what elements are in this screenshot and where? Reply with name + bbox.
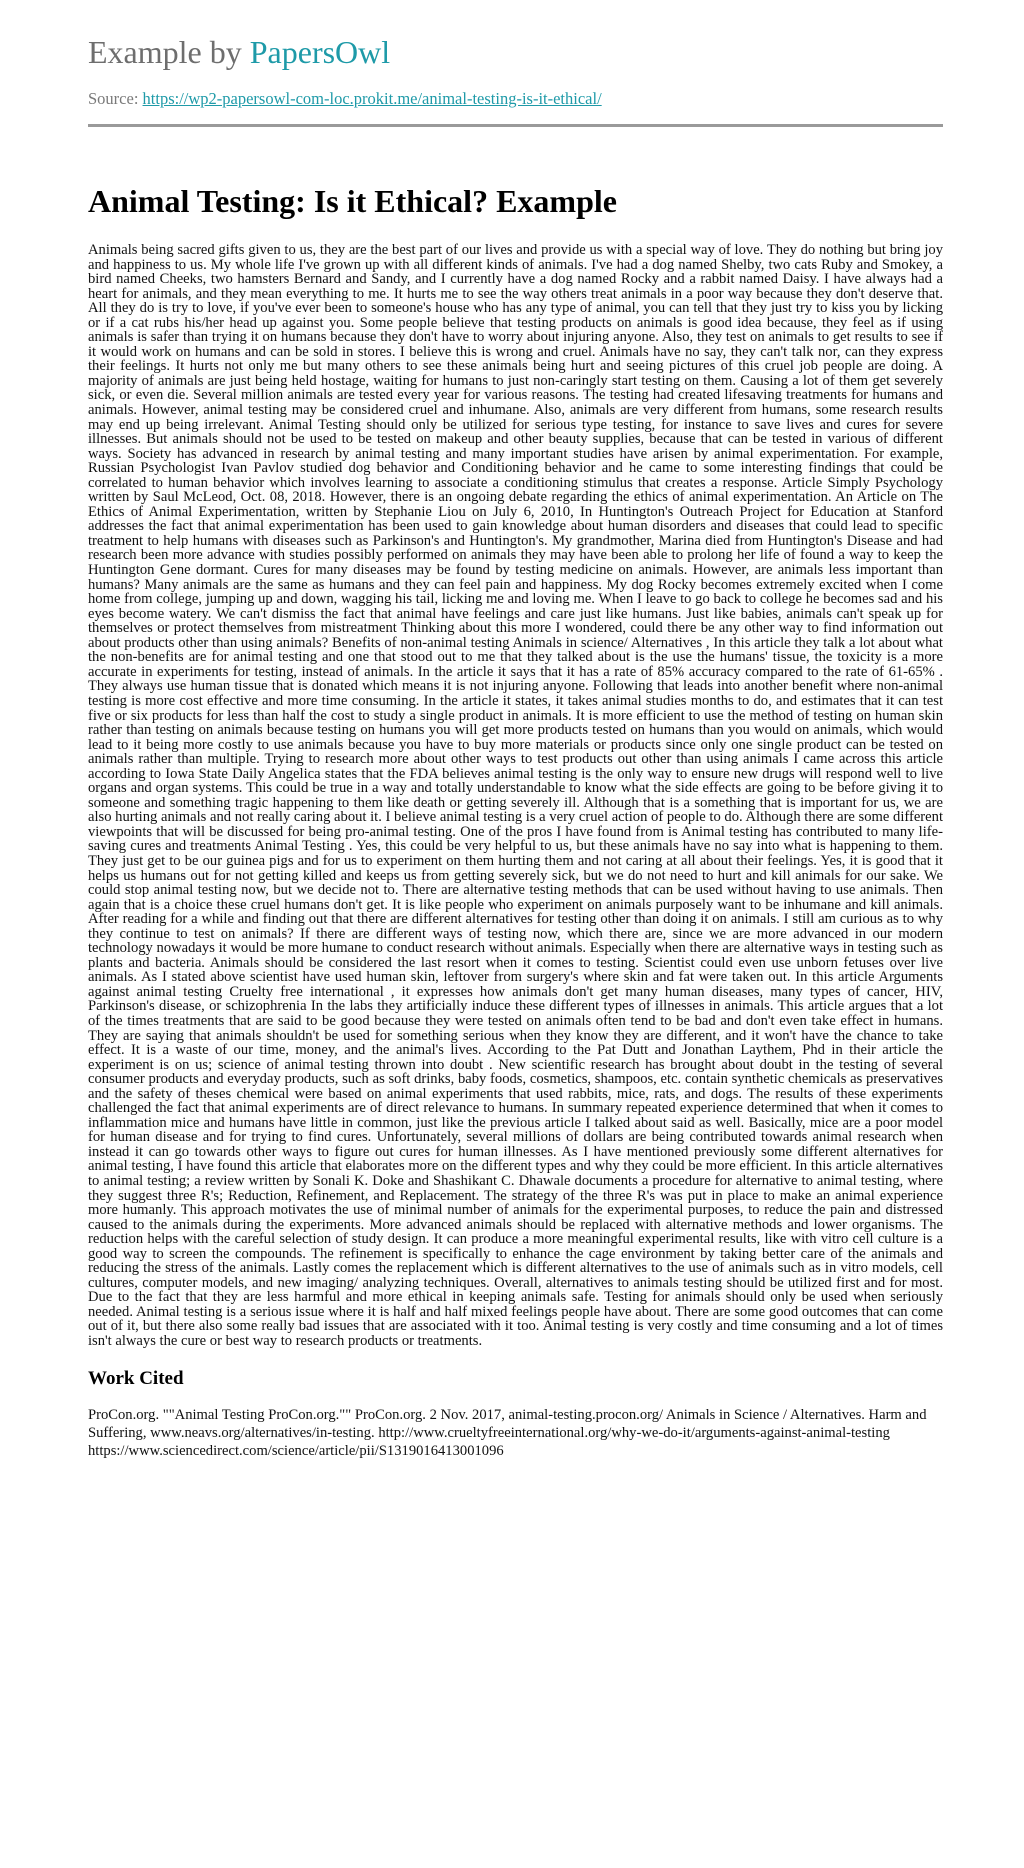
essay-body: Animals being sacred gifts given to us, they are the best part of our lives and provide us with a special way of love. They do nothing but bring joy and happiness to us. My whole life I've grown up with all different kinds of animals. I've had a dog named Shelby, two cats Ruby and Smokey, a bird named Cheeks, two hamsters Bernard and Sandy, and I currently have a dog named Rocky and a rabbit named Daisy. I have always had a heart for animals, and they mean everything to me. It hurts me to see the way others treat animals in a poor way because they don't deserve that. All they do is try to love, if you've ever been to someone's house who has any type of animal, you can tell that they just try to kiss you by licking or if a cat rubs his/her head up against you. Some people believe that testing products on animals is good idea because, they feel as if using animals is safer than trying it on humans because they don't have to worry about injuring anyone. Also, they test on animals to get results to see if it would work on humans and can be sold in stores. I believe this is wrong and cruel. Animals have no say, they can't talk nor, can they express their feelings. It hurts not only me but many others to see these animals being hurt and seeing pictures of this cruel job people are doing. A majority of animals are just being held hostage, waiting for humans to just non-caringly start testing on them. Causing a lot of them get severely sick, or even die. Several million animals are tested every year for various reasons. The testing had created lifesaving treatments for humans and animals. However, animal testing may be considered cruel and inhumane. Also, animals are very different from humans, some research results may end up being irrelevant. Animal Testing should only be utilized for serious type testing, for instance to save lives and cures for severe illnesses. But animals should not be used to be tested on makeup and other beauty supplies, because that can be tested in various of different ways. Society has advanced in research by animal testing and many important studies have arisen by animal experimentation. For example, Russian Psychologist Ivan Pavlov studied dog behavior and Conditioning behavior and he came to some interesting findings that could be correlated to human behavior which involves learning to associate a conditioning stimulus that creates a response. Article Simply Psychology written by Saul McLeod, Oct. 08, 2018. However, there is an ongoing debate regarding the ethics of animal experimentation. An Article on The Ethics of Animal Experimentation, written by Stephanie Liou on July 6, 2010, In Huntington's Outreach Project for Education at Stanford addresses the fact that animal experimentation has been used to gain knowledge about human disorders and diseases that could lead to specific treatment to help humans with diseases such as Parkinson's and Huntington's. My grandmother, Marina died from Huntington's Disease and had research been more advance with studies possibly performed on animals they may have been able to prolong her life of found a way to keep the Huntington Gene dormant. Cures for many diseases may be found by testing medicine on animals. However, are animals less important than humans? Many animals are the same as humans and they can feel pain and happiness. My dog Rocky becomes extremely excited when I come home from college, jumping up and down, wagging his tail, licking me and loving me. When I leave to go back to college he becomes sad and his eyes become watery. We can't dismiss the fact that animal have feelings and care just like humans. Just like babies, animals can't speak up for themselves or protect themselves from mistreatment Thinking about this more I wondered, could there be any other way to find information out about products other than using animals? Benefits of non-animal testing Animals in science/ Alternatives , In this article they talk a lot about what the non-benefits are for animal testing and one that stood out to me that they talked about is the use the humans' tissue, the toxicity is a more accurate in experiments for testing, instead of animals. In the article it says that it has a rate of 85% accuracy compared to the rate of 61-65% . They always use human tissue that is donated which means it is not injuring anyone. Following that leads into another benefit where non-animal testing is more cost effective and more time consuming. In the article it states, it takes animal studies months to do, and estimates that it can test five or six products for less than half the cost to study a single product in animals. It is more efficient to use the method of testing on human skin rather than testing on animals because testing on humans you will get more products tested on humans than you would on animals, which would lead to it being more costly to use animals because you have to buy more materials or products since only one single product can be tested on animals rather than multiple. Trying to research more about other ways to test products out other than using animals I came across this article according to Iowa State Daily Angelica states that the FDA believes animal testing is the only way to ensure new drugs will respond well to live organs and organ systems. This could be true in a way and totally understandable to know what the side effects are going to be before giving it to someone and something tragic happening to them like death or getting severely ill. Although that is a something that is important for us, we are also hurting animals and not really caring about it. I believe animal testing is a very cruel action of people to do. Although there are some different viewpoints that will be discussed for being pro-animal testing. One of the pros I have found from is Animal testing has contributed to many life-saving cures and treatments Animal Testing . Yes, this could be very helpful to us, but these animals have no say into what is happening to them. They just get to be our guinea pigs and for us to experiment on them hurting them and not caring at all about their feelings. Yes, it is good that it helps us humans out for not getting killed and keeps us from getting severely sick, but we do not need to hurt and kill animals for our sake. We could stop animal testing now, but we decide not to. There are alternative testing methods that can be used without having to use animals. Then again that is a choice these cruel humans don't get. It is like people who experiment on animals purposely want to be inhumane and kill animals. After reading for a while and finding out that there are different alternatives for testing other than doing it on animals. I still am curious as to why they continue to test on animals? If there are different ways of testing now, which there are, since we are more advanced in our modern technology nowadays it would be more humane to conduct research without animals. Especially when there are alternative ways in testing such as plants and bacteria. Animals should be considered the last resort when it comes to testing. Scientist could even use unborn fetuses over live animals. As I stated above scientist have used human skin, leftover from surgery's where skin and fat were taken out. In this article Arguments against animal testing Cruelty free international , it expresses how animals don't get many human diseases, many types of cancer, HIV, Parkinson's disease, or schizophrenia In the labs they artificially induce these different types of illnesses in animals. This article argues that a lot of the times treatments that are said to be good because they were tested on animals often tend to be bad and don't even take effect in humans. They are saying that animals shouldn't be used for something serious when they know they are different, and it won't have the chance to take effect. It is a waste of our time, money, and the animal's lives. According to the Pat Dutt and Jonathan Laythem, Phd in their article the experiment is on us; science of animal testing thrown into doubt . New scientific research has brought about doubt in the testing of several consumer products and everyday products, such as soft drinks, baby foods, cosmetics, shampoos, etc. contain synthetic chemicals as preservatives and the safety of theses chemical were based on animal experiments that used rabbits, mice, rats, and dogs. The results of these experiments challenged the fact that animal experiments are of direct relevance to humans. In summary repeated experience determined that when it comes to inflammation mice and humans have little in common, just like the previous article I talked about said as well. Basically, mice are a poor model for human disease and for trying to find cures. Unfortunately, several millions of dollars are being contributed towards animal research when instead it can go towards other ways to figure out cures for human illnesses. As I have mentioned previously some different alternatives for animal testing, I have found this article that elaborates more on the different types and why they could be more efficient. In this article alternatives to animal testing; a review written by Sonali K. Doke and Shashikant C. Dhawale documents a procedure for alternative to animal testing, where they suggest three R's; Reduction, Refinement, and Replacement. The strategy of the three R's was put in place to make an animal experience more humanly. This approach motivates the use of minimal number of animals for the experimental purposes, to reduce the pain and distressed caused to the animals during the experiments. More advanced animals should be replaced with alternative methods and lower organisms. The reduction helps with the careful selection of study design. It can produce a more meaningful experimental results, like with vitro cell culture is a good way to screen the compounds. The refinement is specifically to enhance the cage environment by taking better care of the animals and reducing the stress of the animals. Lastly comes the replacement which is different alternatives to the use of animals such as in vitro models, cell cultures, computer models, and new imaging/ analyzing techniques. Overall, alternatives to animals testing should be utilized first and for most. Due to the fact that they are less harmful and more ethical in keeping animals safe. Testing for animals should only be used when seriously needed. Animal testing is a serious issue where it is half and half mixed feelings people have about. There are some good outcomes that can come out of it, but there also some really bad issues that are associated with it too. Animal testing is very costly and time consuming and a lot of times isn't always the cure or best way to research products or treatments.: [88, 242, 943, 1350]
brand-name: PapersOwl: [249, 34, 391, 70]
document-page: [88, 0, 943, 1460]
works-cited-text: ProCon.org. ""Animal Testing ProCon.org."" ProCon.org. 2 Nov. 2017, animal-testing.procon.org/ Animals in Science / Alternatives. Harm and Suffering, www.neavs.org/alternatives/in-testing. http://www.crueltyfreeinternational.org/why-we-do-it/arguments-against-animal-testing https://www.sciencedirect.com/science/article/pii/S1319016413001096: [88, 1406, 927, 1459]
source-line: [88, 88, 943, 110]
source-link[interactable]: https://wp2-papersowl-com-loc.prokit.me/animal-testing-is-it-ethical/: [142, 89, 602, 108]
header-divider: [88, 124, 943, 127]
example-by-heading: [88, 32, 943, 72]
source-label: Source:: [88, 89, 139, 108]
example-by-label: Example by: [88, 34, 242, 70]
essay-title: Animal Testing: Is it Ethical? Example: [88, 183, 617, 219]
works-cited-heading: Work Cited: [88, 1367, 184, 1389]
header: [88, 0, 943, 127]
